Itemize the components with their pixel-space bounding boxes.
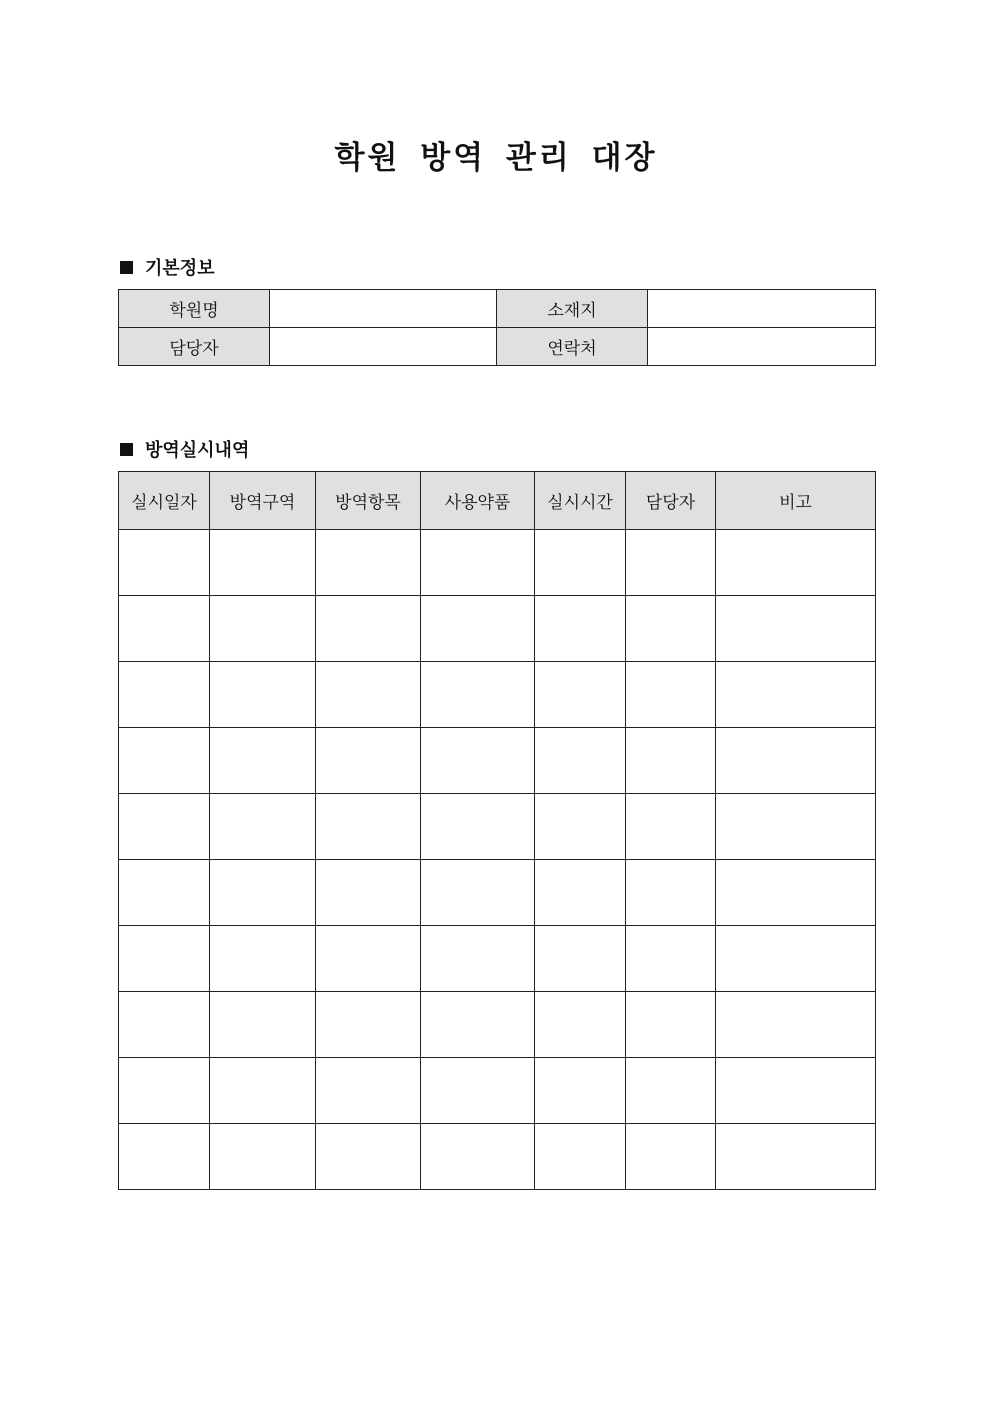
column-header-chemical: 사용약품 bbox=[421, 472, 535, 530]
log-cell-item[interactable] bbox=[316, 662, 421, 728]
table-row bbox=[119, 794, 876, 860]
log-cell-time[interactable] bbox=[535, 728, 626, 794]
table-row bbox=[119, 662, 876, 728]
log-cell-remarks[interactable] bbox=[716, 1058, 876, 1124]
basic-info-heading-label: 기본정보 bbox=[145, 258, 215, 279]
log-cell-area[interactable] bbox=[210, 860, 316, 926]
manager-label: 담당자 bbox=[119, 328, 270, 366]
log-cell-chemical[interactable] bbox=[421, 596, 535, 662]
manager-field[interactable] bbox=[270, 328, 497, 366]
log-cell-chemical[interactable] bbox=[421, 1124, 535, 1190]
log-cell-date[interactable] bbox=[119, 728, 210, 794]
contact-label: 연락처 bbox=[497, 328, 648, 366]
log-cell-area[interactable] bbox=[210, 1058, 316, 1124]
log-cell-chemical[interactable] bbox=[421, 662, 535, 728]
log-cell-item[interactable] bbox=[316, 1124, 421, 1190]
log-cell-area[interactable] bbox=[210, 596, 316, 662]
table-row bbox=[119, 290, 876, 328]
log-cell-area[interactable] bbox=[210, 662, 316, 728]
log-cell-manager[interactable] bbox=[626, 596, 716, 662]
log-cell-manager[interactable] bbox=[626, 728, 716, 794]
square-bullet-icon bbox=[120, 261, 133, 274]
contact-field[interactable] bbox=[648, 328, 876, 366]
log-cell-remarks[interactable] bbox=[716, 926, 876, 992]
log-cell-chemical[interactable] bbox=[421, 992, 535, 1058]
log-cell-item[interactable] bbox=[316, 794, 421, 860]
disinfection-log-table bbox=[118, 471, 876, 1190]
table-row bbox=[119, 860, 876, 926]
log-cell-manager[interactable] bbox=[626, 1124, 716, 1190]
log-cell-manager[interactable] bbox=[626, 794, 716, 860]
disinfection-log-heading bbox=[118, 436, 249, 462]
log-cell-manager[interactable] bbox=[626, 926, 716, 992]
academy-name-field[interactable] bbox=[270, 290, 497, 328]
table-row bbox=[119, 926, 876, 992]
log-cell-area[interactable] bbox=[210, 926, 316, 992]
log-cell-remarks[interactable] bbox=[716, 530, 876, 596]
log-cell-chemical[interactable] bbox=[421, 926, 535, 992]
log-cell-remarks[interactable] bbox=[716, 992, 876, 1058]
log-cell-manager[interactable] bbox=[626, 530, 716, 596]
log-cell-time[interactable] bbox=[535, 992, 626, 1058]
log-cell-date[interactable] bbox=[119, 662, 210, 728]
log-cell-area[interactable] bbox=[210, 1124, 316, 1190]
basic-info-heading bbox=[118, 254, 215, 280]
log-cell-manager[interactable] bbox=[626, 1058, 716, 1124]
table-row bbox=[119, 1124, 876, 1190]
table-row bbox=[119, 328, 876, 366]
log-cell-date[interactable] bbox=[119, 926, 210, 992]
log-cell-time[interactable] bbox=[535, 794, 626, 860]
log-cell-remarks[interactable] bbox=[716, 728, 876, 794]
table-row bbox=[119, 596, 876, 662]
log-cell-time[interactable] bbox=[535, 1124, 626, 1190]
log-cell-date[interactable] bbox=[119, 530, 210, 596]
square-bullet-icon bbox=[120, 443, 133, 456]
log-cell-date[interactable] bbox=[119, 596, 210, 662]
location-label: 소재지 bbox=[497, 290, 648, 328]
log-cell-manager[interactable] bbox=[626, 992, 716, 1058]
log-cell-area[interactable] bbox=[210, 992, 316, 1058]
disinfection-log-heading-label: 방역실시내역 bbox=[145, 440, 250, 461]
log-cell-remarks[interactable] bbox=[716, 662, 876, 728]
log-cell-item[interactable] bbox=[316, 926, 421, 992]
log-cell-remarks[interactable] bbox=[716, 596, 876, 662]
log-cell-time[interactable] bbox=[535, 926, 626, 992]
column-header-area: 방역구역 bbox=[210, 472, 316, 530]
log-cell-date[interactable] bbox=[119, 1058, 210, 1124]
location-field[interactable] bbox=[648, 290, 876, 328]
log-cell-time[interactable] bbox=[535, 596, 626, 662]
log-cell-area[interactable] bbox=[210, 728, 316, 794]
table-row bbox=[119, 728, 876, 794]
table-row bbox=[119, 992, 876, 1058]
log-cell-chemical[interactable] bbox=[421, 794, 535, 860]
log-cell-time[interactable] bbox=[535, 1058, 626, 1124]
log-cell-item[interactable] bbox=[316, 1058, 421, 1124]
column-header-date: 실시일자 bbox=[119, 472, 210, 530]
column-header-manager: 담당자 bbox=[626, 472, 716, 530]
log-cell-chemical[interactable] bbox=[421, 860, 535, 926]
log-cell-chemical[interactable] bbox=[421, 728, 535, 794]
academy-name-label: 학원명 bbox=[119, 290, 270, 328]
log-cell-manager[interactable] bbox=[626, 662, 716, 728]
log-cell-remarks[interactable] bbox=[716, 1124, 876, 1190]
log-cell-item[interactable] bbox=[316, 992, 421, 1058]
log-cell-chemical[interactable] bbox=[421, 1058, 535, 1124]
log-cell-date[interactable] bbox=[119, 992, 210, 1058]
log-cell-manager[interactable] bbox=[626, 860, 716, 926]
log-cell-time[interactable] bbox=[535, 530, 626, 596]
log-cell-date[interactable] bbox=[119, 860, 210, 926]
log-cell-date[interactable] bbox=[119, 1124, 210, 1190]
log-cell-area[interactable] bbox=[210, 794, 316, 860]
document-title: 학원 방역 관리 대장 bbox=[334, 140, 658, 176]
log-cell-time[interactable] bbox=[535, 662, 626, 728]
log-cell-item[interactable] bbox=[316, 860, 421, 926]
basic-info-table bbox=[118, 289, 876, 366]
log-cell-chemical[interactable] bbox=[421, 530, 535, 596]
log-cell-time[interactable] bbox=[535, 860, 626, 926]
log-cell-remarks[interactable] bbox=[716, 860, 876, 926]
table-row bbox=[119, 1058, 876, 1124]
column-header-item: 방역항목 bbox=[316, 472, 421, 530]
log-cell-area[interactable] bbox=[210, 530, 316, 596]
table-row bbox=[119, 530, 876, 596]
log-cell-item[interactable] bbox=[316, 728, 421, 794]
log-cell-remarks[interactable] bbox=[716, 794, 876, 860]
table-header-row bbox=[119, 472, 876, 530]
column-header-remarks: 비고 bbox=[716, 472, 876, 530]
column-header-time: 실시시간 bbox=[535, 472, 626, 530]
log-cell-item[interactable] bbox=[316, 530, 421, 596]
log-cell-date[interactable] bbox=[119, 794, 210, 860]
log-cell-item[interactable] bbox=[316, 596, 421, 662]
